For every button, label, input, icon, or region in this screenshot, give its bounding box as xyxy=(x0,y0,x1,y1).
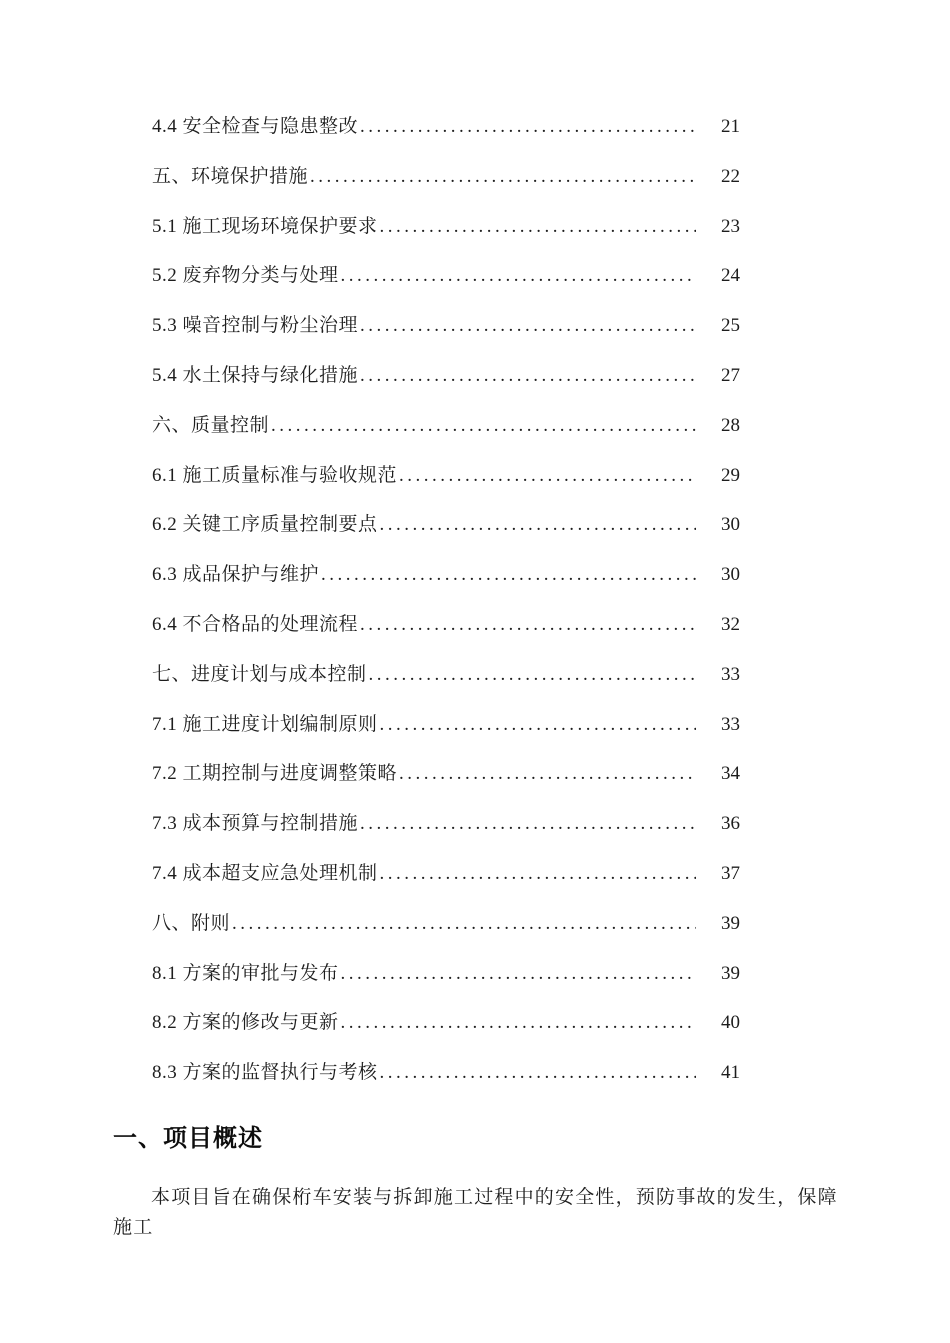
toc-dot-leader xyxy=(399,749,696,799)
toc-list xyxy=(152,102,740,1098)
toc-dot-leader xyxy=(341,998,696,1048)
toc-entry[interactable] xyxy=(152,351,740,401)
toc-dot-leader xyxy=(341,949,696,999)
toc-entry[interactable] xyxy=(152,102,740,152)
toc-dot-leader xyxy=(360,600,696,650)
toc-entry-label: 7.4 成本超支应急处理机制 xyxy=(152,862,378,884)
toc-dot-leader xyxy=(369,650,696,700)
toc-entry-label: 5.2 废弃物分类与处理 xyxy=(152,265,339,287)
toc-dot-leader xyxy=(380,849,696,899)
toc-entry-label: 7.3 成本预算与控制措施 xyxy=(152,813,359,835)
toc-entry[interactable] xyxy=(152,700,740,750)
toc-dot-leader xyxy=(360,351,696,401)
toc-dot-leader xyxy=(380,1048,696,1098)
toc-entry-page: 24 xyxy=(721,265,740,287)
toc-entry-label: 6.4 不合格品的处理流程 xyxy=(152,613,359,635)
toc-entry[interactable] xyxy=(152,152,740,202)
toc-dot-leader xyxy=(310,152,696,202)
toc-entry-label: 8.2 方案的修改与更新 xyxy=(152,1012,339,1034)
toc-entry[interactable] xyxy=(152,251,740,301)
toc-entry[interactable] xyxy=(152,202,740,252)
toc-dot-leader xyxy=(360,102,696,152)
toc-entry-page: 41 xyxy=(721,1062,740,1084)
toc-entry-page: 39 xyxy=(721,912,740,934)
toc-entry-label: 5.3 噪音控制与粉尘治理 xyxy=(152,315,359,337)
toc-entry-page: 33 xyxy=(721,663,740,685)
toc-entry[interactable] xyxy=(152,451,740,501)
toc-dot-leader xyxy=(341,251,696,301)
toc-entry-label: 6.1 施工质量标准与验收规范 xyxy=(152,464,398,486)
toc-entry[interactable] xyxy=(152,899,740,949)
toc-entry[interactable] xyxy=(152,500,740,550)
toc-entry-label: 6.3 成品保护与维护 xyxy=(152,564,320,586)
toc-entry[interactable] xyxy=(152,550,740,600)
toc-dot-leader xyxy=(380,202,696,252)
toc-entry[interactable] xyxy=(152,849,740,899)
toc-entry-label: 7.2 工期控制与进度调整策略 xyxy=(152,763,398,785)
toc-entry[interactable] xyxy=(152,998,740,1048)
toc-entry-page: 21 xyxy=(721,116,740,137)
toc-entry-page: 32 xyxy=(721,613,740,635)
toc-entry[interactable] xyxy=(152,1048,740,1098)
toc-entry-page: 34 xyxy=(721,763,740,785)
toc-dot-leader xyxy=(380,500,696,550)
toc-entry[interactable] xyxy=(152,301,740,351)
section-heading: 一、项目概述 xyxy=(113,1125,263,1152)
toc-entry-label: 6.2 关键工序质量控制要点 xyxy=(152,514,378,536)
toc-entry-page: 29 xyxy=(721,464,740,486)
toc-entry[interactable] xyxy=(152,650,740,700)
toc-entry[interactable] xyxy=(152,799,740,849)
toc-entry-page: 40 xyxy=(721,1012,740,1034)
body-paragraph: 本项目旨在确保桁车安装与拆卸施工过程中的安全性，预防事故的发生，保障施工 xyxy=(113,1187,838,1238)
toc-dot-leader xyxy=(271,401,696,451)
toc-dot-leader xyxy=(321,550,696,600)
toc-entry-page: 30 xyxy=(721,564,740,586)
toc-entry-label: 5.4 水土保持与绿化措施 xyxy=(152,364,359,386)
toc-entry[interactable] xyxy=(152,949,740,999)
toc-entry-page: 30 xyxy=(721,514,740,536)
toc-entry-label: 六、质量控制 xyxy=(152,414,270,436)
toc-entry-page: 22 xyxy=(721,165,740,187)
toc-entry[interactable] xyxy=(152,401,740,451)
toc-dot-leader xyxy=(232,899,696,949)
toc-entry-page: 37 xyxy=(721,862,740,884)
toc-entry[interactable] xyxy=(152,749,740,799)
toc-entry-label: 4.4 安全检查与隐患整改 xyxy=(152,116,359,137)
toc-entry-page: 39 xyxy=(721,962,740,984)
toc-entry-label: 5.1 施工现场环境保护要求 xyxy=(152,215,378,237)
toc-entry-label: 8.3 方案的监督执行与考核 xyxy=(152,1062,378,1084)
toc-dot-leader xyxy=(380,700,696,750)
toc-entry[interactable] xyxy=(152,600,740,650)
toc-entry-page: 28 xyxy=(721,414,740,436)
toc-entry-page: 23 xyxy=(721,215,740,237)
toc-dot-leader xyxy=(399,451,696,501)
toc-entry-page: 36 xyxy=(721,813,740,835)
toc-entry-label: 8.1 方案的审批与发布 xyxy=(152,962,339,984)
toc-dot-leader xyxy=(360,799,696,849)
toc-entry-label: 7.1 施工进度计划编制原则 xyxy=(152,713,378,735)
toc-dot-leader xyxy=(360,301,696,351)
toc-entry-label: 七、进度计划与成本控制 xyxy=(152,663,367,685)
toc-entry-page: 27 xyxy=(721,364,740,386)
toc-entry-page: 33 xyxy=(721,713,740,735)
toc-entry-label: 八、附则 xyxy=(152,912,231,934)
toc-entry-page: 25 xyxy=(721,315,740,337)
toc-entry-label: 五、环境保护措施 xyxy=(152,165,309,187)
